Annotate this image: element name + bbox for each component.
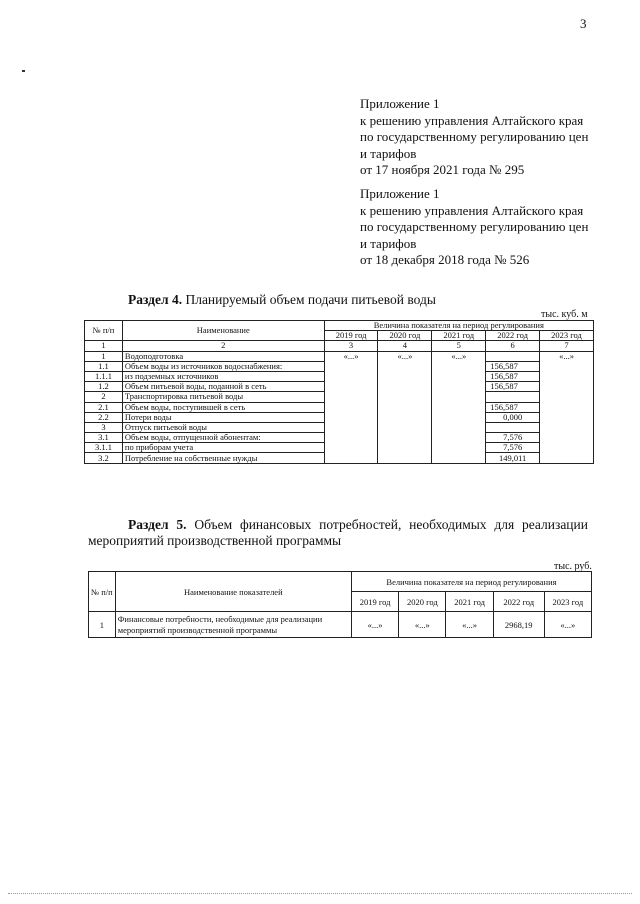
header-period: Величина показателя на период регулирования — [324, 321, 593, 331]
section4-title — [128, 292, 436, 308]
appendix-line: от 18 декабря 2018 года № 526 — [360, 252, 530, 267]
row-num: 1.1.1 — [85, 371, 123, 381]
value-2022: 0,000 — [486, 412, 540, 422]
appendix-line: по государственному регулированию цен — [360, 129, 589, 144]
row-num: 3 — [85, 422, 123, 432]
appendix-line: и тарифов — [360, 145, 417, 161]
row-name: Потребление на собственные нужды — [122, 453, 324, 463]
value-2020: «...» — [378, 351, 432, 463]
section5-title-text: Объем финансовых потребностей, необходимых для реализации — [186, 517, 588, 532]
column-number: 6 — [486, 341, 540, 351]
header-year: 2022 год — [493, 592, 544, 612]
row-name-line2: мероприятий производственной программы — [117, 624, 278, 635]
appendix-line: Приложение 1 — [360, 96, 440, 111]
header-num: № п/п — [85, 321, 123, 341]
financial-needs-table — [88, 571, 592, 638]
column-number: 7 — [540, 341, 594, 351]
header-name: Наименование — [122, 321, 324, 341]
row-num: 2.1 — [85, 402, 123, 412]
value-2022: 156,587 — [486, 402, 540, 412]
section5-title — [88, 517, 588, 549]
column-number: 4 — [378, 341, 432, 351]
header-year: 2020 год — [378, 331, 432, 341]
row-name: Объем воды, поступившей в сеть — [122, 402, 324, 412]
section5-units: тыс. руб. — [554, 561, 592, 572]
appendix-line: и тарифов — [360, 235, 417, 251]
appendix-line: по государственному регулированию цен — [360, 219, 589, 234]
appendix-block-current — [360, 96, 630, 179]
value-2022: 156,587 — [486, 361, 540, 371]
row-name: из подземных источников — [122, 371, 324, 381]
value-2022: 7,576 — [486, 443, 540, 453]
row-num: 3.1 — [85, 433, 123, 443]
appendix-block-original — [360, 186, 630, 269]
value-2022 — [486, 422, 540, 432]
column-number: 5 — [432, 341, 486, 351]
column-number: 2 — [122, 341, 324, 351]
row-name: Объем воды из источников водоснабжения: — [122, 361, 324, 371]
page-bottom-edge — [8, 893, 632, 894]
row-num: 3.2 — [85, 453, 123, 463]
row-num: 2.2 — [85, 412, 123, 422]
page-number: 3 — [580, 16, 587, 31]
header-year: 2021 год — [432, 331, 486, 341]
row-num: 1 — [89, 612, 116, 638]
row-num: 2 — [85, 392, 123, 402]
section4-title-text: Планируемый объем подачи питьевой воды — [182, 292, 436, 307]
row-num: 1.2 — [85, 382, 123, 392]
value-2019: «...» — [324, 351, 378, 463]
row-name: по приборам учета — [122, 443, 324, 453]
row-name: Объем питьевой воды, поданной в сеть — [122, 382, 324, 392]
table-row — [85, 351, 594, 361]
row-num: 1 — [85, 351, 123, 361]
section5-title-bold: Раздел 5. — [128, 517, 187, 532]
header-year: 2023 год — [540, 331, 594, 341]
header-year: 2021 год — [446, 592, 493, 612]
value-2022 — [486, 351, 540, 361]
header-num: № п/п — [89, 572, 116, 612]
row-name-line1: Финансовые потребности, необходимые для реализации — [117, 613, 323, 624]
value-2023: «...» — [540, 351, 594, 463]
section4-units: тыс. куб. м — [541, 309, 588, 320]
header-period: Величина показателя на период регулирования — [351, 572, 591, 592]
appendix-line: Приложение 1 — [360, 186, 440, 201]
value-2022: 156,587 — [486, 382, 540, 392]
row-name: Отпуск питьевой воды — [122, 422, 324, 432]
section5-title-line2: мероприятий производственной программы — [88, 533, 342, 548]
value-2019: «...» — [351, 612, 398, 638]
row-num: 1.1 — [85, 361, 123, 371]
header-year: 2022 год — [486, 331, 540, 341]
column-number: 3 — [324, 341, 378, 351]
value-2020: «...» — [399, 612, 446, 638]
row-name: Объем воды, отпущенной абонентам: — [122, 433, 324, 443]
table-row — [89, 612, 592, 638]
value-2022: 7,576 — [486, 433, 540, 443]
column-number: 1 — [85, 341, 123, 351]
scan-mark — [22, 70, 25, 72]
appendix-line: от 17 ноября 2021 года № 295 — [360, 162, 525, 177]
row-name — [115, 612, 351, 638]
appendix-line: к решению управления Алтайского края — [360, 112, 584, 128]
row-name: Водоподготовка — [122, 351, 324, 361]
value-2022: 149,011 — [486, 453, 540, 463]
header-year: 2019 год — [351, 592, 398, 612]
value-2021: «...» — [446, 612, 493, 638]
value-2022: 156,587 — [486, 371, 540, 381]
value-2022: 2968,19 — [493, 612, 544, 638]
header-name: Наименование показателей — [115, 572, 351, 612]
header-year: 2023 год — [544, 592, 591, 612]
value-2021: «...» — [432, 351, 486, 463]
value-2023: «...» — [544, 612, 591, 638]
row-name: Потери воды — [122, 412, 324, 422]
value-2022 — [486, 392, 540, 402]
header-year: 2019 год — [324, 331, 378, 341]
section4-title-bold: Раздел 4. — [128, 292, 183, 307]
row-name: Транспортировка питьевой воды — [122, 392, 324, 402]
appendix-line: к решению управления Алтайского края — [360, 202, 584, 218]
water-supply-table — [84, 320, 594, 464]
row-num: 3.1.1 — [85, 443, 123, 453]
header-year: 2020 год — [399, 592, 446, 612]
